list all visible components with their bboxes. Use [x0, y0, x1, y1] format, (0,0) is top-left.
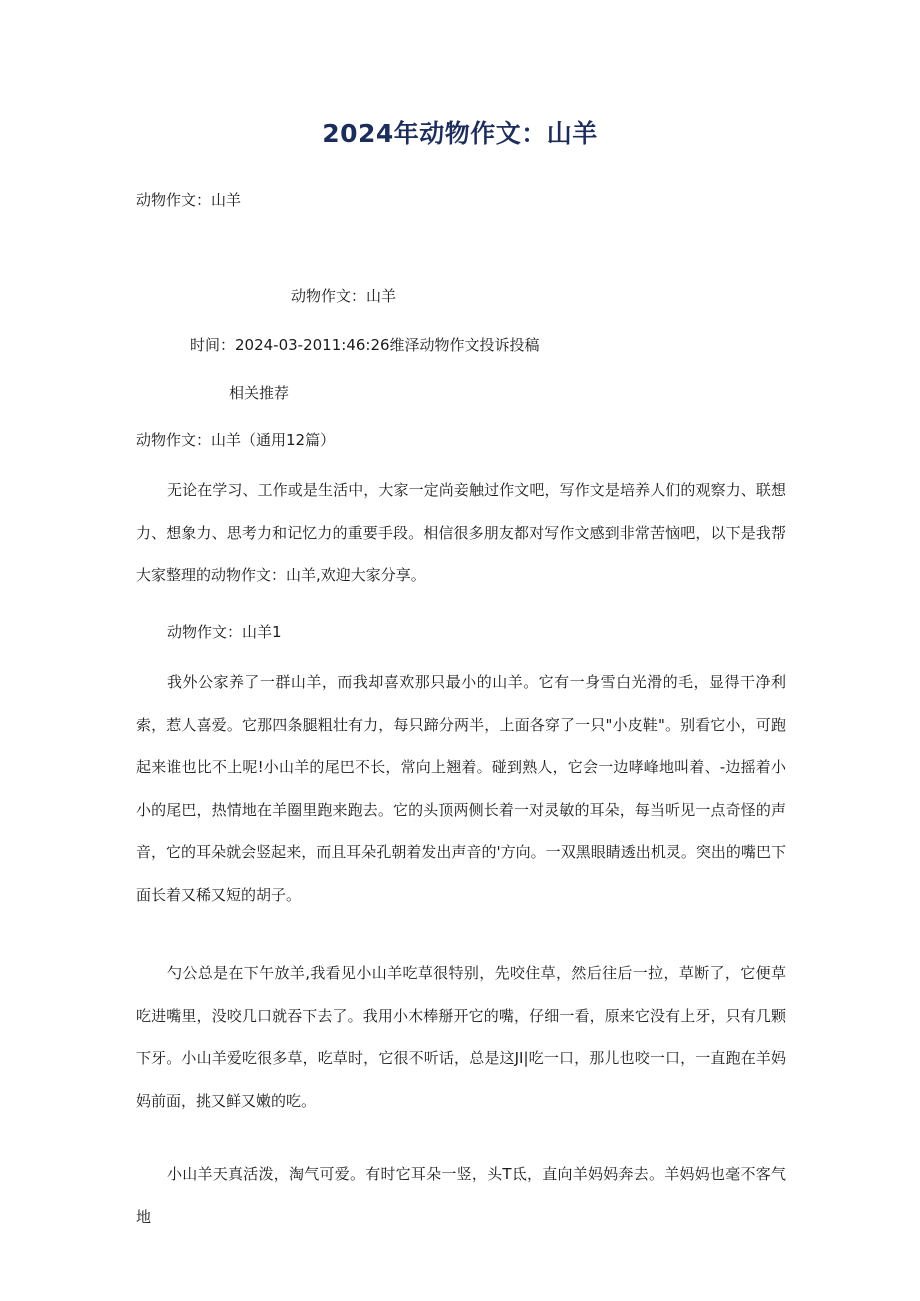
paragraph-2: 勺公总是在下午放羊,我看见小山羊吃草很特别，先咬住草，然后往后一拉，草断了，它便草吃进嘴里，没咬几口就吞下去了。我用小木棒掰开它的嘴，仔细一看，原来它没有上牙，只有几颗下牙。小山羊爱吃很多草，吃草时，它很不听话，总是这JI|吃一口，那儿也咬一口，一直跑在羊妈妈前面，挑又鲜又嫩的吃。 — [136, 964, 786, 1110]
centered-heading: 动物作文：山羊 — [291, 287, 397, 305]
intro-paragraph: 无论在学习、工作或是生活中，大家一定尚妾触过作文吧，写作文是培养人们的观察力、联想力、想象力、思考力和记忆力的重要手段。相信很多朋友都对写作文感到非常苦恼吧，以下是我帮大家整理的动物作文：山羊,欢迎大家分享。 — [136, 481, 786, 584]
document-title: 2024年动物作文：山羊 — [322, 119, 598, 148]
paragraph-1: 我外公家养了一群山羊，而我却喜欢那只最小的山羊。它有一身雪白光滑的毛，显得干净利索，惹人喜爱。它那四条腿粗壮有力，每只蹄分两半，上面各穿了一只"小皮鞋"。别看它小，可跑起来谁也比不上呢!小山羊的尾巴不长，常向上翘着。碰到熟人，它会一边哮峰地叫着、-边摇着小小的尾巴，热情地在羊圈里跑来跑去。它的头顶两侧长着一对灵敏的耳朵，每当听见一点奇怪的声音，它的耳朵就会竖起来，而且耳朵孔朝着发出声音的'方向。一双黑眼睛透出机灵。突出的嘴巴下面长着又稀又短的胡子。 — [136, 673, 786, 904]
collection-title: 动物作文：山羊（通用12篇） — [136, 431, 336, 449]
essay-heading: 动物作文：山羊1 — [167, 623, 282, 641]
related-label: 相关推荐 — [229, 384, 290, 402]
paragraph-3: 小山羊天真活泼，淘气可爱。有时它耳朵一竖，头T氐，直向羊妈妈奔去。羊妈妈也毫不客气地 — [136, 1165, 786, 1226]
document-subtitle: 动物作文：山羊 — [136, 191, 242, 209]
meta-line: 时间：2024-03-2011:46:26维泽动物作文投诉投稿 — [190, 336, 540, 354]
